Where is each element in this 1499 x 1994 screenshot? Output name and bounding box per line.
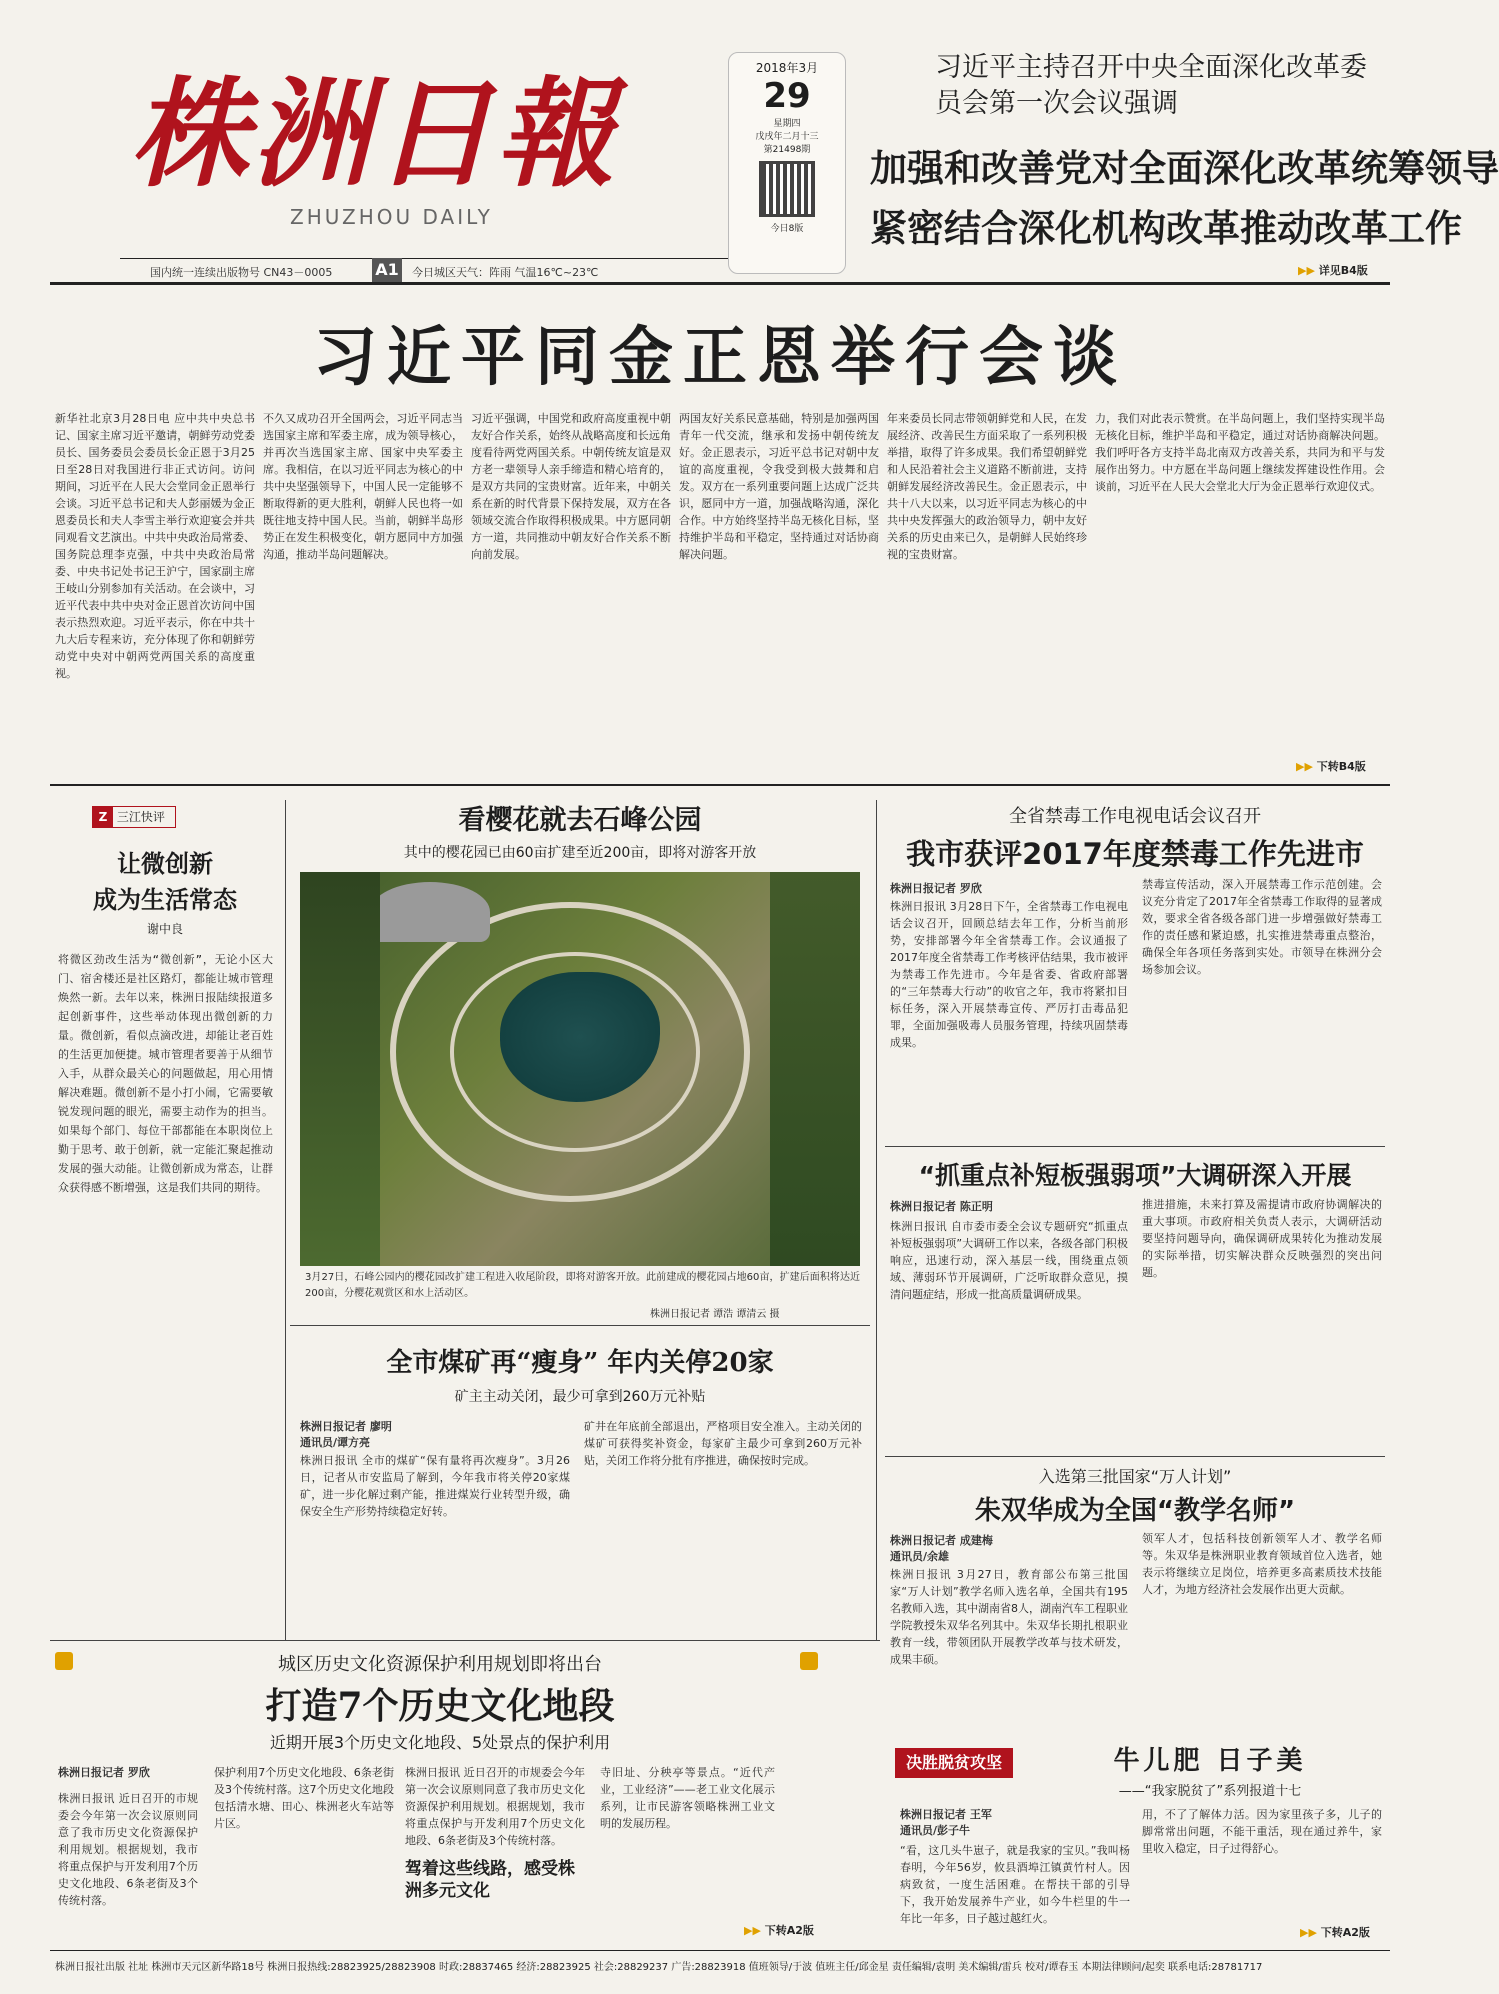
park-photo	[300, 872, 860, 1266]
date-yearmonth: 2018年3月	[755, 61, 819, 75]
research-headline: “抓重点补短板强弱项”大调研深入开展	[918, 1161, 1352, 1190]
lead-col-1: 新华社北京3月28日电 应中共中央总书记、国家主席习近平邀请，朝鲜劳动党委员长、国务委员会委员长金正恩于3月25日至28日对我国进行非正式访问。访问期间，习近平在人民大会堂同金正恩举行会谈。习近平总书记和夫人彭丽媛为金正恩委员长和夫人李雪主举行欢迎宴会并共同观看文艺演出。中共中央政治局常委、国务院总理李克强，中共中央政治局常委、中央书记处书记王沪宁，国家副主席王岐山分别参加有关活动。在会谈中，习近平代表中共中央对金正恩首次访问中国表示热烈欢迎。习近平表示，你在中共十九大后专程来访，充分体现了你和朝鲜劳动党中央对中朝两党两国关系的高度重视。	[55, 412, 255, 680]
heritage-subhead: 近期开展3个历史文化地段、5处景点的保护利用	[269, 1733, 611, 1752]
lead-more-link[interactable]: ▶▶ 下转B4版	[1296, 760, 1366, 773]
poverty-body: “看，这几头牛崽子，就是我家的宝贝。”我叫杨春明，今年56岁，攸县酒埠江镇黄竹村人。因病致贫，一度生活困难。在帮扶干部的引导下，我开始发展养牛产业，如今牛栏里的牛一年比一年多，日子越过越红火。	[900, 1844, 1130, 1925]
research-body-2: 推进措施，未来打算及需提请市政府协调解决的重大事项。市政府相关负责人表示，大调研活动要坚持问题导向，确保调研成果转化为推动发展的实际举措，切实解决群众反映强烈的突出问题。	[1142, 1198, 1382, 1279]
coal-credit-2: 通讯员/谭方亮	[300, 1436, 371, 1449]
date-lunar: 戊戌年二月十三	[755, 132, 819, 142]
weather: 今日城区天气：阵雨 气温16℃~23℃	[412, 266, 599, 279]
heritage-body: 株洲日报讯 近日召开的市规委会今年第一次会议原则同意了我市历史文化资源保护利用规划。根据规划，我市将重点保护与开发利用7个历史文化地段、6条老街及3个传统村落。	[58, 1792, 198, 1907]
date-weekday: 星期四	[773, 119, 801, 129]
teacher-credit-1: 株洲日报记者 成建梅	[890, 1534, 993, 1547]
coal-body-2: 矿井在年底前全部退出，严格项目安全准入。主动关闭的煤矿可获得奖补资金，每家矿主最少可拿到260万元补贴，关闭工作将分批有序推进，确保按时完成。	[584, 1420, 862, 1467]
column-tag: Z 三江快评	[92, 806, 176, 828]
coal-body: 株洲日报讯 全市的煤矿“保有量将再次瘦身”。3月26日，记者从市安监局了解到，今年我市将关停20家煤矿，进一步化解过剩产能，推进煤炭行业转型升级，确保安全生产形势持续稳定好转。	[300, 1454, 570, 1518]
heritage-more-link[interactable]: ▶▶ 下转A2版	[744, 1924, 814, 1937]
footer-info: 株洲日报社出版 社址 株洲市天元区新华路18号 株洲日报热线:28823925/28823908 时政:28837465 经济:28823925 社会:28829237 广告:28823918 值班领导/于波 值班主任/邱金星 责任编辑/袁明 美术编辑/雷兵 校对/谭春玉 本期法律顾问/起奕 联系电话:28781717	[55, 1962, 1263, 1973]
drug-headline: 我市获评2017年度禁毒工作先进市	[906, 837, 1364, 871]
column-body: 将微区劲改生活为“微创新”，无论小区大门、宿舍楼还是社区路灯，都能让城市管理焕然一新。去年以来，株洲日报陆续报道多起创新事件，这些举动体现出微创新的力量。微创新，看似点滴改进，却能让老百姓的生活更加便捷。城市管理者要善于从细节入手，从群众最关心的问题做起，用心用情解决难题。微创新不是小打小闹，它需要敏锐发现问题的眼光，需要主动作为的担当。如果每个部门、每位干部都能在本职岗位上勤于思考、敢于创新，就一定能汇聚起推动发展的强大动能。让微创新成为常态，让群众获得感不断增强，这是我们共同的期待。	[58, 953, 273, 1194]
lead-headline: 习近平同金正恩举行会谈	[313, 321, 1127, 395]
poverty-subhead: ——“我家脱贫了”系列报道十七	[1118, 1784, 1302, 1799]
date-day: 29	[763, 76, 811, 116]
heritage-body-4: 寺旧址、分秧亭等景点。“近代产业，工业经济”——老工业文化展示系列，让市民游客领略株洲工业文明的发展历程。	[600, 1766, 775, 1830]
top-headline-2: 紧密结合深化机构改革推动改革工作	[870, 207, 1462, 250]
teacher-kicker: 入选第三批国家“万人计划”	[1038, 1467, 1232, 1486]
research-body: 株洲日报讯 自市委市委全会议专题研究“抓重点补短板强弱项”大调研工作以来，各级各部门积极响应，迅速行动，深入基层一线，围绕重点领域、薄弱环节开展调研，广泛听取群众意见，摸清问题症结，形成一批高质量调研成果。	[890, 1220, 1128, 1301]
lead-col-4: 两国友好关系民意基础，特别是加强两国青年一代交流，继承和发扬中朝传统友好。金正恩表示，习近平总书记对朝中友谊的高度重视，令我受到极大鼓舞和启发。双方在一系列重要问题上达成广泛共识，愿同中方一道，加强战略沟通，深化合作。中方始终坚持半岛无核化目标，坚持维护半岛和平稳定，坚持通过对话协商解决问题。	[679, 412, 879, 561]
top-more-link[interactable]: ▶▶ 详见B4版	[1298, 264, 1368, 277]
photo-credit: 株洲日报记者 谭浩 谭清云 摄	[650, 1309, 780, 1320]
photo-subhead: 其中的樱花园已由60亩扩建至近200亩，即将对游客开放	[403, 845, 757, 861]
heritage-body-3: 株洲日报讯 近日召开的市规委会今年第一次会议原则同意了我市历史文化资源保护利用规划。根据规划，我市将重点保护与开发利用7个历史文化地段、6条老街及3个传统村落。	[405, 1766, 585, 1847]
masthead-english: ZHUZHOU DAILY	[290, 205, 493, 229]
poverty-headline: 牛儿肥 日子美	[1113, 1746, 1307, 1776]
heritage-headline: 打造7个历史文化地段	[265, 1685, 615, 1727]
coal-subhead: 矿主主动关闭，最少可拿到260万元补贴	[454, 1389, 706, 1405]
top-kicker: 习近平主持召开中央全面深化改革委员会第一次会议强调	[935, 52, 1367, 119]
column-headline-2: 成为生活常态	[93, 885, 237, 914]
issn: 国内统一连续出版物号 CN43－0005	[150, 266, 333, 279]
coal-headline: 全市煤矿再“瘦身” 年内关停20家	[386, 1348, 774, 1378]
research-credit: 株洲日报记者 陈正明	[890, 1200, 993, 1213]
poverty-tag: 决胜脱贫攻坚	[895, 1748, 1013, 1778]
column-headline-1: 让微创新	[117, 849, 213, 878]
heritage-subheading: 驾着这些线路，感受株洲多元文化	[405, 1859, 575, 1901]
date-block	[728, 52, 846, 274]
lead-col-6: 力，我们对此表示赞赏。在半岛问题上，我们坚持实现半岛无核化目标，维护半岛和平稳定，通过对话协商解决问题。我们呼吁各方支持半岛北南双方改善关系，共同为和平与发展作出努力。中方愿在半岛问题上继续发挥建设性作用。会谈前，习近平在人民大会堂北大厅为金正恩举行欢迎仪式。	[1095, 412, 1385, 493]
teacher-headline: 朱双华成为全国“教学名师”	[974, 1496, 1296, 1526]
photo-caption: 3月27日，石峰公园内的樱花园改扩建工程进入收尾阶段，即将对游客开放。此前建成的樱花园占地60亩，扩建后面积将达近200亩，分樱花观赏区和水上活动区。	[305, 1272, 860, 1299]
drug-kicker: 全省禁毒工作电视电话会议召开	[1009, 806, 1261, 827]
poverty-body-2: 用，不了了解体力活。因为家里孩子多，儿子的脚常常出问题，不能干重活，现在通过养牛，家里收入稳定，日子过得舒心。	[1142, 1808, 1382, 1855]
teacher-body-2: 领军人才，包括科技创新领军人才、教学名师等。朱双华是株洲职业教育领域首位入选者，她表示将继续立足岗位，培养更多高素质技术技能人才，为地方经济社会发展作出更大贡献。	[1142, 1532, 1382, 1596]
teacher-credit-2: 通讯员/余雄	[890, 1550, 950, 1563]
heritage-credit: 株洲日报记者 罗欣	[58, 1766, 150, 1779]
masthead-title: 株洲日報	[130, 64, 619, 203]
drug-body: 株洲日报讯 3月28日下午，全省禁毒工作电视电话会议召开，回顾总结去年工作，分析当前形势，安排部署今年全省禁毒工作。会议通报了2017年度全省禁毒工作考核评估结果，我市被评为禁毒工作先进市。今年是省委、省政府部署的“三年禁毒大行动”的收官之年，我市将紧扣目标任务，深入开展禁毒宣传、严厉打击毒品犯罪，全面加强吸毒人员服务管理，持续巩固禁毒成果。	[890, 900, 1128, 1049]
teacher-body: 株洲日报讯 3月27日，教育部公布第三批国家“万人计划”教学名师入选名单，全国共有195名教师入选，其中湖南省8人，湖南汽车工程职业学院教授朱双华名列其中。朱双华长期扎根职业教育一线，带领团队开展教学改革与技术研发，成果丰硕。	[890, 1568, 1128, 1666]
qr-code	[759, 161, 815, 217]
lead-col-2: 不久又成功召开全国两会，习近平同志当选国家主席和军委主席，成为领导核心，并再次当选国家主席、国家中央军委主席。我相信，在以习近平同志为核心的中共中央坚强领导下，中国人民一定能够不断取得新的更大胜利，朝鲜人民也将一如既往地支持中国人民。当前，朝鲜半岛形势正在发生积极变化，朝方愿同中方加强沟通，推动半岛问题解决。	[263, 412, 463, 561]
poverty-credit-2: 通讯员/彭子牛	[900, 1824, 971, 1837]
lead-col-3: 习近平强调，中国党和政府高度重视中朝友好合作关系，始终从战略高度和长远角度看待两党两国关系。中朝传统友谊是双方老一辈领导人亲手缔造和精心培育的，是双方共同的宝贵财富。近年来，中朝关系在新的时代背景下保持发展，双方在各领域交流合作取得积极成果。中方愿同朝方一道，共同推动中朝友好合作关系不断向前发展。	[471, 412, 671, 561]
drug-body-2: 禁毒宣传活动，深入开展禁毒工作示范创建。会议充分肯定了2017年全省禁毒工作取得的显著成效，要求全省各级各部门进一步增强做好禁毒工作的责任感和紧迫感，扎实推进禁毒重点整治，确保全年各项任务落到实处。市领导在株洲分会场参加会议。	[1142, 878, 1382, 976]
poverty-credit-1: 株洲日报记者 王军	[900, 1808, 992, 1821]
lead-col-5: 年来委员长同志带领朝鲜党和人民，在发展经济、改善民生方面采取了一系列积极举措，取得了许多成果。我们希望朝鲜党和人民沿着社会主义道路不断前进，支持朝鲜发展经济改善民生。金正恩表示，中共十八大以来，以习近平同志为核心的中共中央发挥强大的政治领导力，朝中友好关系的历史由来已久，是朝鲜人民始终珍视的宝贵财富。	[887, 412, 1087, 561]
drug-credit: 株洲日报记者 罗欣	[890, 882, 982, 895]
photo-headline: 看樱花就去石峰公园	[458, 805, 702, 836]
column-author: 谢中良	[146, 922, 183, 936]
issue-number: 第21498期	[763, 145, 811, 155]
top-headline-1: 加强和改善党对全面深化改革统筹领导	[870, 147, 1499, 190]
page-count: 今日8版	[770, 224, 804, 234]
heritage-body-2: 保护利用7个历史文化地段、6条老街及3个传统村落。这7个历史文化地段包括清水塘、田心、株洲老火车站等片区。	[214, 1766, 394, 1830]
poverty-more-link[interactable]: ▶▶ 下转A2版	[1300, 1926, 1370, 1939]
coal-credit-1: 株洲日报记者 廖明	[300, 1420, 392, 1433]
page-number: A1	[372, 258, 402, 282]
heritage-kicker: 城区历史文化资源保护利用规划即将出台	[278, 1654, 602, 1675]
